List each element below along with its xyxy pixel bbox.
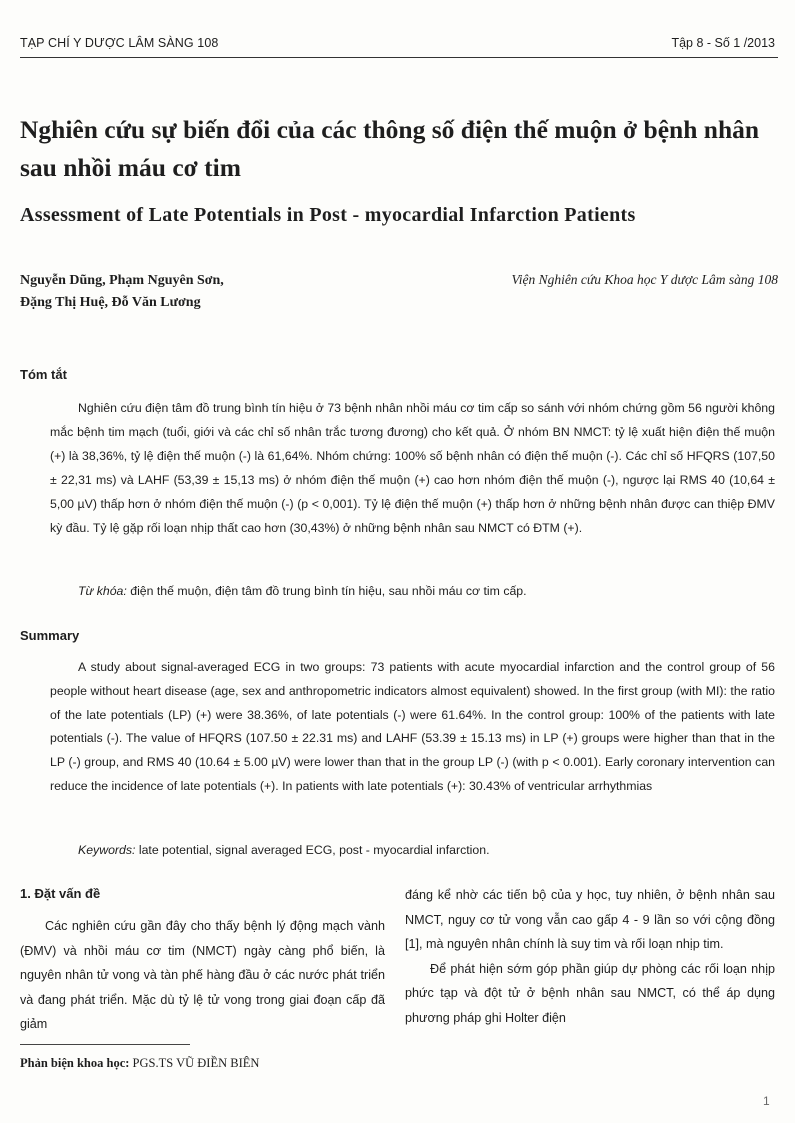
affiliation: Viện Nghiên cứu Khoa học Y dược Lâm sàng 108	[511, 272, 778, 287]
issue-number: Tập 8 - Số 1 /2013	[671, 36, 775, 50]
reviewer-label: Phản biện khoa học:	[20, 1056, 130, 1070]
title-english: Assessment of Late Potentials in Post - myocardial Infarction Patients	[20, 204, 636, 226]
author-line-1: Nguyễn Dũng, Phạm Nguyên Sơn,	[20, 273, 224, 288]
keywords-en-label: Keywords:	[78, 843, 136, 857]
section-1-column-2	[405, 883, 775, 1030]
section-1-column-1: Các nghiên cứu gần đây cho thấy bệnh lý động mạch vành (ĐMV) và nhồi máu cơ tim (NMCT) ngày càng phổ biến, là nguyên nhân tử vong và tàn phế hàng đầu ở các nước phát triển và đang phát triển. Mặc dù tỷ lệ tử vong trong giai đoạn cấp đã giảm	[20, 919, 385, 1031]
reviewer-name: PGS.TS VŨ ĐIỀN BIÊN	[129, 1056, 260, 1070]
abstract-vi-heading: Tóm tắt	[20, 367, 67, 382]
footnote-divider	[20, 1044, 190, 1045]
summary-heading: Summary	[20, 628, 80, 643]
abstract-vi-keywords	[78, 584, 527, 598]
header-divider	[20, 57, 778, 58]
section-1-heading: 1. Đặt vấn đề	[20, 886, 101, 901]
column-2-paragraph-2: Để phát hiện sớm góp phần giúp dự phòng các rối loạn nhịp phức tạp và đột tử ở bệnh nhân sau NMCT, có thể áp dụng phương pháp ghi Holter điện	[405, 961, 775, 1025]
summary-keywords	[78, 843, 489, 857]
title-vietnamese: Nghiên cứu sự biến đổi của các thông số điện thế muộn ở bệnh nhân sau nhồi máu cơ tim	[20, 115, 760, 182]
keywords-vi-label: Từ khóa:	[78, 584, 127, 598]
journal-name: TẠP CHÍ Y DƯỢC LÂM SÀNG 108	[20, 36, 219, 50]
keywords-vi-text: điện thế muộn, điện tâm đồ trung bình tín hiệu, sau nhồi máu cơ tim cấp.	[126, 584, 527, 598]
abstract-vi-body: Nghiên cứu điện tâm đồ trung bình tín hiệu ở 73 bệnh nhân nhồi máu cơ tim cấp so sánh với nhóm chứng gồm 56 người không mắc bệnh tim mạch (tuổi, giới và các chỉ số nhân trắc tương đương) cho kết quả. Ở nhóm BN NMCT: tỷ lệ xuất hiện điện thế muộn (+) là 38,36%, tỷ lệ điện thế muộn (-) là 61,64%. Nhóm chứng: 100% số bệnh nhân có điện thế muộn (-). Các chỉ số HFQRS (107,50 ± 22,31 ms) và LAHF (53,39 ± 15,13 ms) ở nhóm điện thế muộn (+) cao hơn nhóm điện thế muộn (-), ngược lại RMS 40 (10,64 ± 5,00 µV) thấp hơn ở nhóm điện thế muộn (-) (p < 0,001). Tỷ lệ điện thế muộn (+) thấp hơn ở những bệnh nhân được can thiệp ĐMV kỳ đầu. Tỷ lệ gặp rối loạn nhịp thất cao hơn (30,43%) ở những bệnh nhân sau NMCT có ĐTM (+).	[50, 401, 775, 535]
column-2-paragraph-1: đáng kể nhờ các tiến bộ của y học, tuy nhiên, ở bệnh nhân sau NMCT, nguy cơ tử vong vẫn cao gấp 4 - 9 lần so với cộng đồng [1], mà nguyên nhân chính là suy tim và rối loạn nhịp tim.	[405, 888, 775, 951]
page-number: 1	[763, 1094, 770, 1108]
author-list	[20, 270, 350, 314]
summary-body: A study about signal-averaged ECG in two groups: 73 patients with acute myocardial infarction and the control group of 56 people without heart disease (age, sex and anthropometric indicators almost equivalent) showed. In the first group (with MI): the ratio of the late potentials (LP) (+) were 38.36%, of late potentials (-) were 61.64%. In the control group: 100% of the patients with late potentials (-). The value of HFQRS (107.50 ± 22.31 ms) and LAHF (53.39 ± 15.13 ms) in LP (+) groups were higher than that in the LP (-) group, and RMS 40 (10.64 ± 5.00 µV) were lower than that in the group LP (-) (with p < 0.001). Early coronary intervention can reduce the incidence of late potentials (+). In patients with late potentials (+): 30.43% of ventricular arrhythmias	[50, 660, 775, 793]
keywords-en-text: late potential, signal averaged ECG, post - myocardial infarction.	[135, 843, 490, 857]
author-line-2: Đặng Thị Huệ, Đỗ Văn Lương	[20, 295, 201, 310]
reviewer-footnote	[20, 1056, 259, 1071]
